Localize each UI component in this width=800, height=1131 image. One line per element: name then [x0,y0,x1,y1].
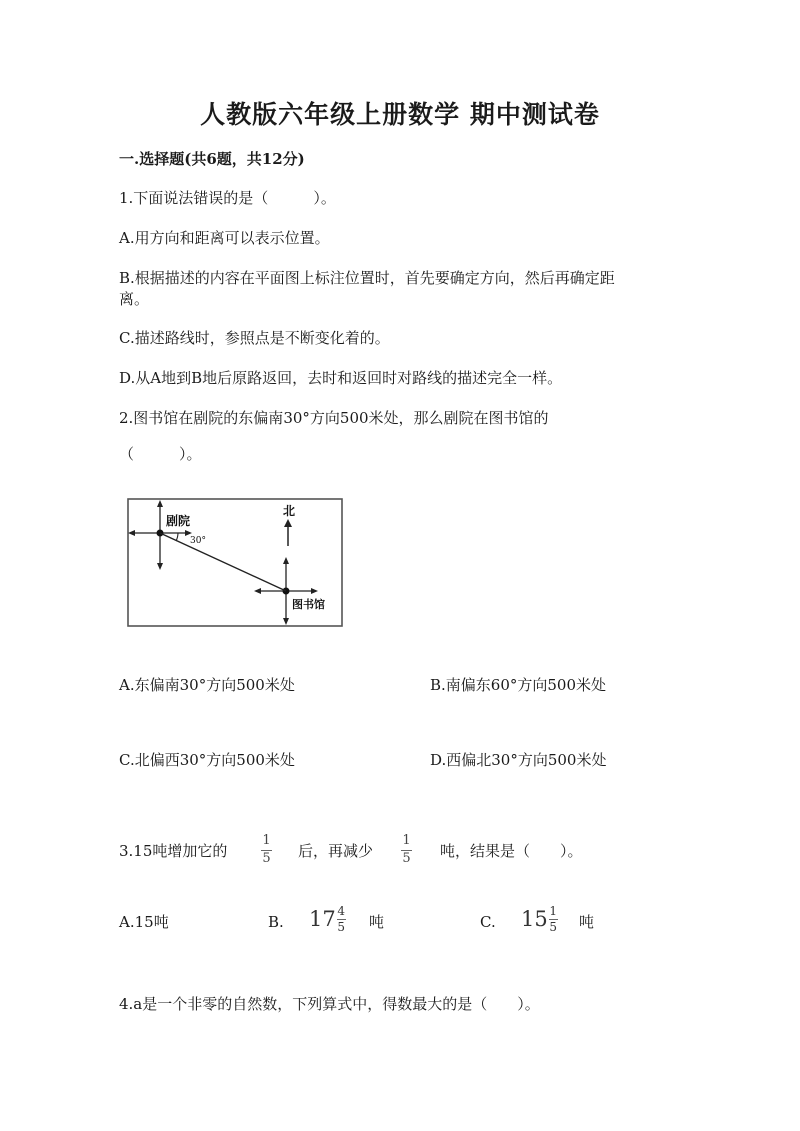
q3-option-b-numerator: 4 [337,904,346,918]
q1-option-b-line2: 离。 [119,290,150,308]
angle-label: 30° [190,536,206,546]
q1-option-d: D.从A地到B地后原路返回，去时和返回时对路线的描述完全一样。 [119,369,563,387]
q2-option-a: A.东偏南30°方向500米处 [119,676,295,694]
q3-stem-part1: 3.15吨增加它的 [119,842,228,860]
q3-fraction-2-numerator: 1 [402,833,411,848]
q4-stem: 4.a是一个非零的自然数，下列算式中，得数最大的是（ ）。 [119,995,540,1013]
q3-option-b-label: B. [268,913,284,931]
q3-option-c-mixed-number [521,905,558,933]
route-line [160,533,286,591]
north-label: 北 [283,504,296,518]
q3-option-c-numerator: 1 [549,904,558,918]
q3-fraction-1-denominator: 5 [262,851,271,866]
theater-label: 剧院 [166,514,191,528]
q3-option-c-label: C. [480,913,496,931]
q3-option-b-denominator: 5 [337,920,346,934]
q3-option-b-fraction [337,905,346,933]
q3-option-b-mixed-number [309,905,346,933]
q3-option-b-unit: 吨 [369,913,385,931]
q3-option-c-denominator: 5 [549,920,558,934]
q3-stem-part3: 吨，结果是（ ）。 [440,842,583,860]
library-label: 图书馆 [292,598,325,611]
q3-option-a: A.15吨 [119,913,169,931]
q1-option-c: C.描述路线时，参照点是不断变化着的。 [119,329,390,347]
angle-arc [176,533,178,541]
q1-option-b-line1: B.根据描述的内容在平面图上标注位置时，首先要确定方向，然后再确定距 [119,269,615,287]
q3-stem-part2: 后，再减少 [298,842,374,860]
q3-fraction-2-denominator: 5 [402,851,411,866]
q3-fraction-2 [401,834,412,866]
q3-option-c-unit: 吨 [579,913,595,931]
theater-crosshair [128,500,192,570]
north-arrow-icon [284,519,292,546]
page-title: 人教版六年级上册数学 期中测试卷 [200,100,600,129]
section-heading: 一.选择题(共6题，共12分) [119,150,305,168]
q1-stem: 1.下面说法错误的是（ ）。 [119,189,336,207]
q3-fraction-1 [261,834,272,866]
q3-fraction-1-numerator: 1 [262,833,271,848]
q3-option-b-whole: 17 [309,907,336,931]
q3-option-c-whole: 15 [521,907,548,931]
q3-option-c-fraction [549,905,558,933]
q2-option-c: C.北偏西30°方向500米处 [119,751,295,769]
q2-option-b: B.南偏东60°方向500米处 [430,676,607,694]
q2-option-d: D.西偏北30°方向500米处 [430,751,607,769]
q1-option-a: A.用方向和距离可以表示位置。 [119,229,330,247]
q2-stem-line2: （ ）。 [119,445,202,463]
q2-stem-line1: 2.图书馆在剧院的东偏南30°方向500米处，那么剧院在图书馆的 [119,409,549,427]
direction-diagram [120,493,350,633]
